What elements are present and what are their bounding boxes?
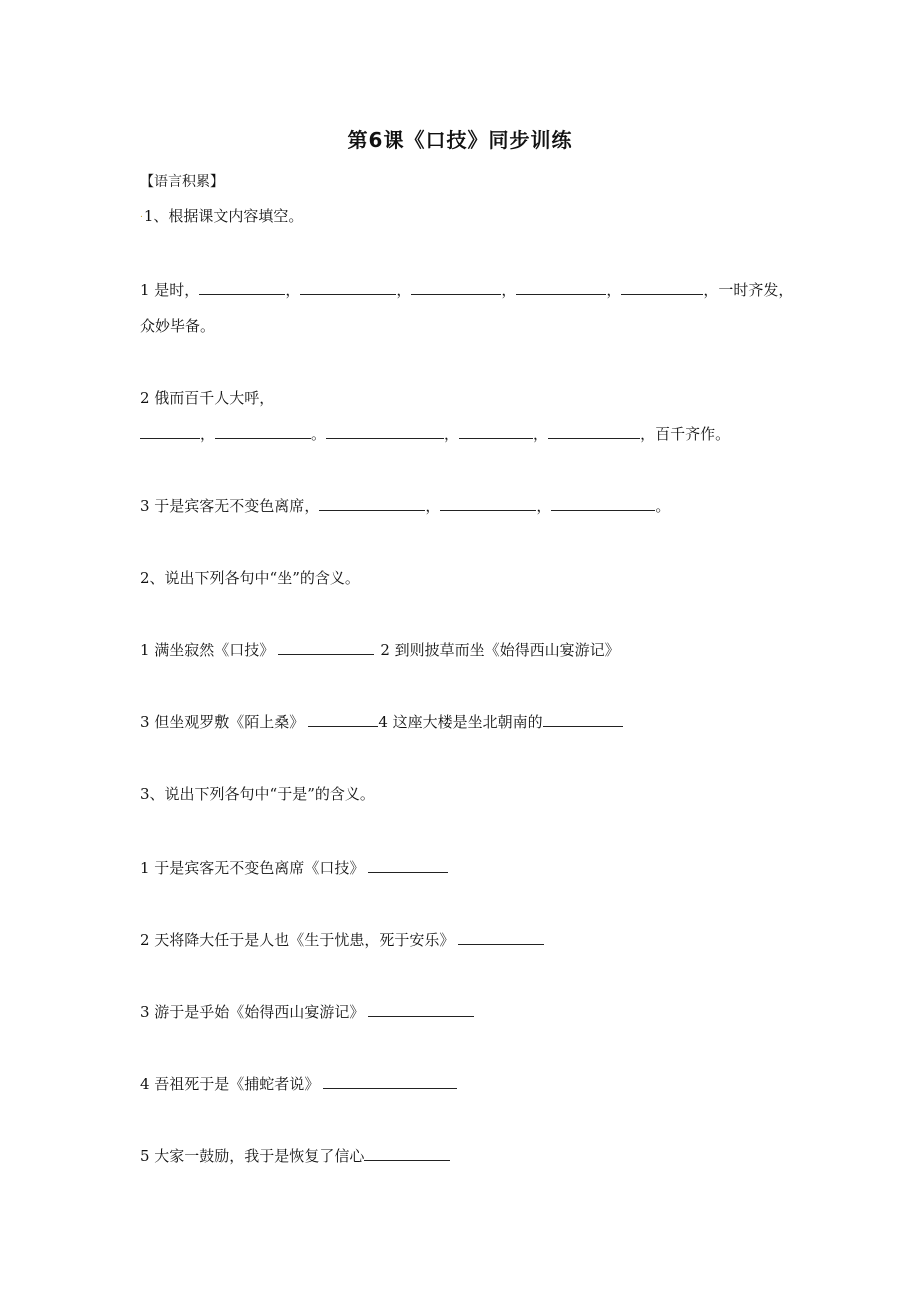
fill-blank[interactable]	[278, 640, 374, 655]
q1-item1-cont: 众妙毕备。	[140, 317, 216, 335]
q2-heading: 2、说出下列各句中“坐”的含义。	[140, 569, 360, 587]
q1-heading	[140, 206, 303, 229]
fill-blank[interactable]	[440, 496, 536, 511]
fill-blank[interactable]	[300, 280, 396, 295]
q2-row1: 1 满坐寂然《口技》 2 到则披草而坐《始得西山宴游记》	[140, 641, 620, 659]
fill-blank[interactable]	[548, 424, 640, 439]
q1-item2: 2 俄而百千人大呼，	[140, 389, 275, 407]
fill-blank[interactable]	[326, 424, 444, 439]
q1-item1: 1 是时， ， ， ， ， ，一时齐发，	[140, 281, 794, 299]
fill-blank[interactable]	[516, 280, 606, 295]
q1-item2-blanks: ， 。 ， ， ，百千齐作。	[140, 424, 730, 444]
fill-blank[interactable]	[319, 496, 425, 511]
q3-item5: 5 大家一鼓励，我于是恢复了信心	[140, 1146, 450, 1166]
fill-blank[interactable]	[543, 712, 623, 727]
page-title: 第6课《口技》同步训练	[347, 128, 573, 152]
fill-blank[interactable]	[308, 712, 378, 727]
fill-blank[interactable]	[140, 424, 200, 439]
fill-blank[interactable]	[368, 858, 448, 873]
fill-blank[interactable]	[323, 1074, 457, 1089]
fill-blank[interactable]	[621, 280, 703, 295]
fill-blank[interactable]	[215, 424, 311, 439]
fill-blank[interactable]	[459, 424, 533, 439]
fill-blank[interactable]	[364, 1146, 450, 1161]
q3-heading: 3、说出下列各句中“于是”的含义。	[140, 785, 375, 803]
fill-blank[interactable]	[458, 930, 544, 945]
fill-blank[interactable]	[551, 496, 655, 511]
section-heading: 【语言积累】	[140, 174, 224, 190]
q2-row2: 3 但坐观罗敷《陌上桑》 4 这座大楼是坐北朝南的	[140, 712, 623, 732]
q1-item3: 3 于是宾客无不变色离席， ， ， 。	[140, 497, 671, 515]
tick-mark-icon: .	[140, 210, 143, 220]
q3-item1: 1 于是宾客无不变色离席《口技》	[140, 858, 448, 878]
fill-blank[interactable]	[368, 1002, 474, 1017]
q3-item2: 2 天将降大任于是人也《生于忧患，死于安乐》	[140, 930, 544, 950]
q1-heading-text: 1、根据课文内容填空。	[143, 207, 304, 225]
fill-blank[interactable]	[199, 280, 285, 295]
fill-blank[interactable]	[411, 280, 501, 295]
q3-item3: 3 游于是乎始《始得西山宴游记》	[140, 1002, 474, 1022]
q3-item4: 4 吾祖死于是《捕蛇者说》	[140, 1074, 457, 1094]
